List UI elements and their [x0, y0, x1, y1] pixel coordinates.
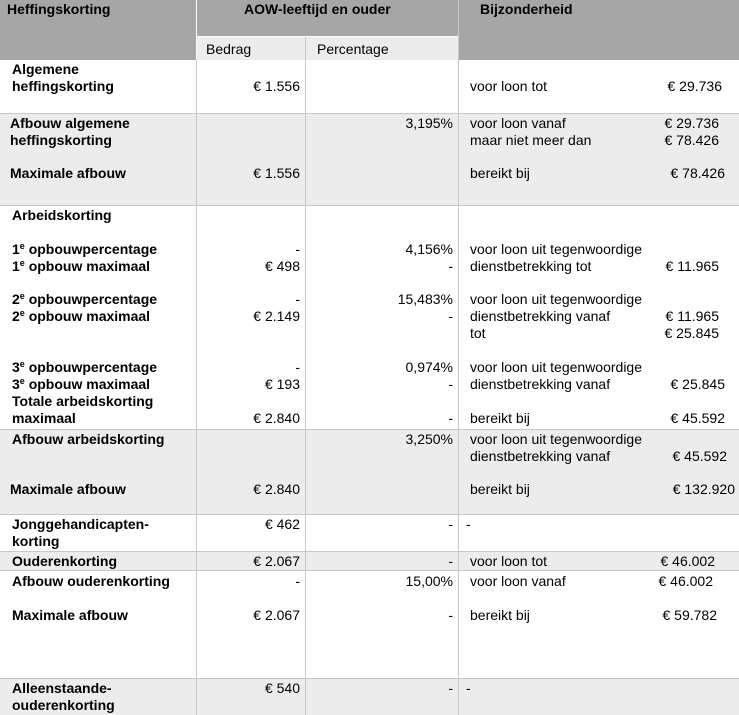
- value-amount: € 46.002: [658, 573, 713, 589]
- label-jonggehandicapten: Jonggehandicapten-: [12, 516, 149, 532]
- value-bedrag: € 2.840: [253, 410, 300, 426]
- value-bijzonderheid: voor loon vanaf: [470, 115, 566, 131]
- value-bedrag: € 2.149: [253, 308, 300, 324]
- value-percentage-dash: -: [448, 607, 453, 623]
- label-maximale-afbouw: Maximale afbouw: [10, 165, 126, 181]
- grid-hline: [196, 36, 458, 37]
- value-percentage-dash: -: [448, 516, 453, 532]
- label-alleenstaande: Alleenstaande-: [12, 680, 112, 696]
- grid-hline: [0, 113, 739, 114]
- value-bijzonderheid: voor loon uit tegenwoordige: [470, 241, 643, 257]
- value-bijzonderheid: dienstbetrekking tot: [470, 258, 592, 274]
- header-heffingskorting: Heffingskorting: [7, 1, 111, 17]
- value-percentage-dash: -: [448, 376, 453, 392]
- value-bedrag: € 498: [264, 258, 300, 274]
- label-1e-opbouw-maximaal: 1e opbouw maximaal: [12, 258, 151, 274]
- value-bijzonderheid: -: [466, 680, 471, 696]
- value-percentage: 4,156%: [405, 241, 453, 257]
- value-amount: € 11.965: [665, 308, 719, 324]
- grid-vline: [305, 37, 306, 715]
- value-bijzonderheid: voor loon uit tegenwoordige: [470, 359, 643, 375]
- label-heffingskorting: heffingskorting: [10, 132, 112, 148]
- label-totale-arbeidskorting: Totale arbeidskorting: [12, 393, 154, 409]
- subheader-bedrag: Bedrag: [206, 41, 252, 57]
- grid-hline: [0, 429, 739, 430]
- value-bedrag: € 1.556: [253, 78, 300, 94]
- value-bedrag-dash: -: [295, 359, 300, 375]
- value-bedrag-dash: -: [295, 291, 300, 307]
- label-korting: korting: [12, 533, 60, 549]
- value-bijzonderheid: bereikt bij: [470, 410, 530, 426]
- value-bijzonderheid: bereikt bij: [470, 165, 530, 181]
- value-amount: € 25.845: [664, 325, 719, 341]
- value-amount: € 25.845: [670, 376, 725, 392]
- value-bedrag: € 2.067: [253, 553, 300, 569]
- label-3e-opbouw-maximaal: 3e opbouw maximaal: [12, 376, 151, 392]
- value-bedrag: € 1.556: [253, 165, 300, 181]
- label-maximale-afbouw: Maximale afbouw: [12, 607, 128, 623]
- header-bijzonderheid: Bijzonderheid: [480, 1, 573, 17]
- value-percentage: 15,483%: [397, 291, 453, 307]
- value-amount: € 78.426: [670, 165, 725, 181]
- value-amount: € 29.736: [667, 78, 722, 94]
- grid-hline: [0, 551, 739, 552]
- value-bedrag: € 2.840: [253, 481, 300, 497]
- grid-vline: [458, 0, 459, 715]
- value-bijzonderheid: bereikt bij: [470, 481, 530, 497]
- value-bedrag: € 462: [264, 516, 300, 532]
- value-percentage: 3,195%: [405, 115, 453, 131]
- label-maximaal: maximaal: [12, 410, 76, 426]
- value-bijzonderheid: voor loon tot: [470, 78, 548, 94]
- value-percentage-dash: -: [448, 410, 453, 426]
- value-percentage-dash: -: [448, 308, 453, 324]
- value-bijzonderheid: dienstbetrekking vanaf: [470, 376, 611, 392]
- value-bedrag: € 2.067: [253, 607, 300, 623]
- value-amount: € 45.592: [672, 448, 727, 464]
- value-bedrag-dash: -: [295, 241, 300, 257]
- grid-vline: [196, 60, 197, 715]
- value-bijzonderheid: -: [466, 516, 471, 532]
- header-aow-leeftijd: AOW-leeftijd en ouder: [244, 1, 391, 17]
- value-amount: € 59.782: [662, 607, 717, 623]
- value-bijzonderheid: dienstbetrekking vanaf: [470, 308, 611, 324]
- value-amount: € 45.592: [670, 410, 725, 426]
- label-heffingskorting: heffingskorting: [12, 78, 114, 94]
- value-bijzonderheid: voor loon uit tegenwoordige: [470, 431, 643, 447]
- value-percentage-dash: -: [448, 553, 453, 569]
- label-arbeidskorting: Arbeidskorting: [12, 207, 112, 223]
- label-afbouw-arbeidskorting: Afbouw arbeidskorting: [12, 431, 165, 447]
- value-percentage: 15,00%: [405, 573, 453, 589]
- label-algemene: Algemene: [12, 61, 79, 77]
- value-percentage-dash: -: [448, 258, 453, 274]
- value-bedrag: € 193: [264, 376, 300, 392]
- value-bijzonderheid: voor loon tot: [470, 553, 548, 569]
- value-amount: € 78.426: [664, 132, 719, 148]
- value-bijzonderheid: voor loon uit tegenwoordige: [470, 291, 643, 307]
- grid-hline: [0, 678, 739, 679]
- label-ouderenkorting: ouderenkorting: [12, 697, 115, 713]
- value-bedrag-dash: -: [295, 573, 300, 589]
- value-percentage-dash: -: [448, 680, 453, 696]
- grid-hline: [0, 205, 739, 206]
- grid-hline: [0, 570, 739, 571]
- subheader-percentage: Percentage: [317, 41, 389, 57]
- value-percentage: 3,250%: [405, 431, 453, 447]
- value-amount: € 11.965: [665, 258, 719, 274]
- grid-hline: [0, 514, 739, 515]
- label-2e-opbouw-maximaal: 2e opbouw maximaal: [12, 308, 151, 324]
- label-afbouw-algemene: Afbouw algemene: [10, 115, 130, 131]
- value-amount: € 132.920: [672, 481, 735, 497]
- value-bijzonderheid: voor loon vanaf: [470, 573, 566, 589]
- label-ouderenkorting: Ouderenkorting: [12, 553, 118, 569]
- value-bijzonderheid: maar niet meer dan: [470, 132, 592, 148]
- label-1e-opbouwpercentage: 1e opbouwpercentage: [12, 241, 158, 257]
- value-bijzonderheid: bereikt bij: [470, 607, 530, 623]
- label-2e-opbouwpercentage: 2e opbouwpercentage: [12, 291, 158, 307]
- label-afbouw-ouderenkorting: Afbouw ouderenkorting: [12, 573, 170, 589]
- value-percentage: 0,974%: [405, 359, 453, 375]
- label-maximale-afbouw: Maximale afbouw: [10, 481, 126, 497]
- value-bijzonderheid: tot: [470, 325, 486, 341]
- value-amount: € 46.002: [660, 553, 715, 569]
- label-3e-opbouwpercentage: 3e opbouwpercentage: [12, 359, 158, 375]
- value-bijzonderheid: dienstbetrekking vanaf: [470, 448, 611, 464]
- value-amount: € 29.736: [664, 115, 719, 131]
- value-bedrag: € 540: [264, 680, 300, 696]
